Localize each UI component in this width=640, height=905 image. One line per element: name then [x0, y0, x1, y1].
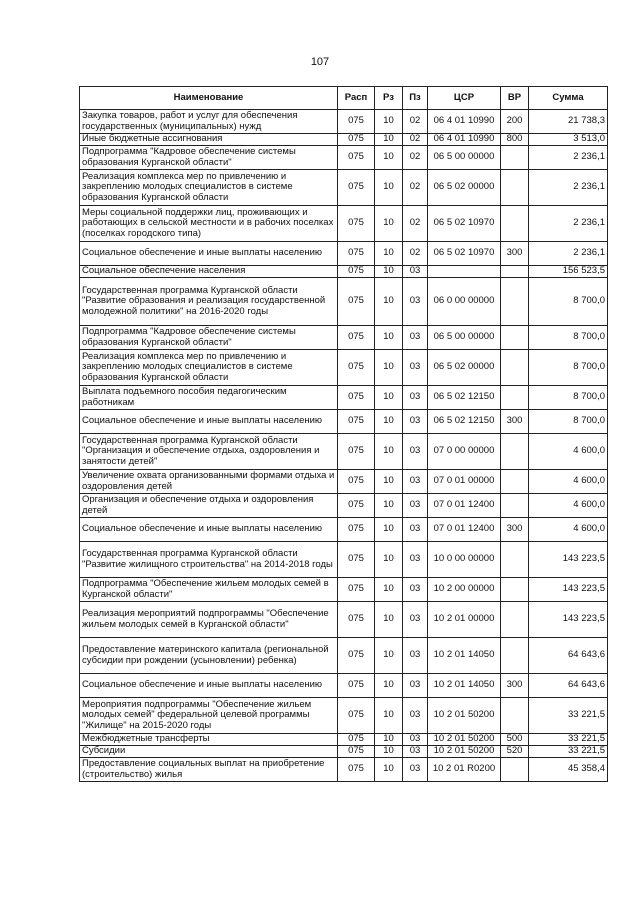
cell-rasp: 075	[338, 470, 375, 494]
cell-csr: 10 2 01 50200	[428, 746, 501, 758]
cell-rasp: 075	[338, 638, 375, 674]
cell-name: Меры социальной поддержки лиц, проживающих и работающих в сельской местности и в рабочих поселках (поселках городского типа)	[80, 206, 338, 242]
cell-vr	[501, 494, 529, 518]
cell-rasp: 075	[338, 758, 375, 782]
cell-sum: 143 223,5	[529, 542, 608, 578]
cell-vr: 300	[501, 410, 529, 434]
table-body	[80, 110, 608, 782]
cell-pz: 03	[403, 326, 428, 350]
cell-name: Реализация комплекса мер по привлечению и закреплению молодых специалистов в системе образования Курганской области	[80, 170, 338, 206]
cell-rasp: 075	[338, 134, 375, 146]
cell-vr	[501, 266, 529, 278]
cell-sum: 64 643,6	[529, 674, 608, 698]
cell-name: Субсидии	[80, 746, 338, 758]
header-sum: Сумма	[529, 87, 608, 110]
cell-sum: 2 236,1	[529, 206, 608, 242]
table-row	[80, 110, 608, 134]
table-row	[80, 326, 608, 350]
cell-csr: 10 2 01 R0200	[428, 758, 501, 782]
cell-csr: 06 0 00 00000	[428, 278, 501, 326]
table-row	[80, 470, 608, 494]
cell-name: Выплата подъемного пособия педагогическим работникам	[80, 386, 338, 410]
cell-vr	[501, 326, 529, 350]
cell-csr: 06 5 02 10970	[428, 206, 501, 242]
cell-rasp: 075	[338, 434, 375, 470]
cell-name: Социальное обеспечение и иные выплаты населению	[80, 674, 338, 698]
cell-rz: 10	[375, 134, 403, 146]
cell-name: Социальное обеспечение и иные выплаты населению	[80, 242, 338, 266]
cell-vr	[501, 386, 529, 410]
cell-vr	[501, 758, 529, 782]
cell-name: Социальное обеспечение и иные выплаты населению	[80, 410, 338, 434]
cell-csr: 07 0 01 12400	[428, 494, 501, 518]
cell-vr: 300	[501, 674, 529, 698]
cell-rz: 10	[375, 410, 403, 434]
cell-sum: 4 600,0	[529, 434, 608, 470]
cell-pz: 03	[403, 746, 428, 758]
cell-rz: 10	[375, 518, 403, 542]
cell-pz: 03	[403, 602, 428, 638]
header-name: Наименование	[80, 87, 338, 110]
cell-rz: 10	[375, 470, 403, 494]
cell-pz: 03	[403, 350, 428, 386]
cell-rasp: 075	[338, 110, 375, 134]
cell-rz: 10	[375, 146, 403, 170]
cell-vr	[501, 638, 529, 674]
cell-pz: 03	[403, 578, 428, 602]
cell-rasp: 075	[338, 266, 375, 278]
cell-sum: 8 700,0	[529, 386, 608, 410]
cell-rasp: 075	[338, 350, 375, 386]
cell-rz: 10	[375, 638, 403, 674]
cell-sum: 8 700,0	[529, 278, 608, 326]
cell-name: Предоставление материнского капитала (региональной субсидии при рождении (усыновлении) ребенка)	[80, 638, 338, 674]
cell-pz: 03	[403, 410, 428, 434]
cell-rz: 10	[375, 494, 403, 518]
cell-name: Реализация мероприятий подпрограммы "Обеспечение жильем молодых семей в Курганской области"	[80, 602, 338, 638]
cell-rz: 10	[375, 578, 403, 602]
cell-pz: 03	[403, 494, 428, 518]
cell-rasp: 075	[338, 542, 375, 578]
cell-rasp: 075	[338, 206, 375, 242]
cell-rz: 10	[375, 386, 403, 410]
table-row	[80, 578, 608, 602]
cell-rasp: 075	[338, 494, 375, 518]
cell-rz: 10	[375, 542, 403, 578]
cell-rasp: 075	[338, 146, 375, 170]
cell-name: Подпрограмма "Кадровое обеспечение системы образования Курганской области"	[80, 326, 338, 350]
cell-vr: 520	[501, 746, 529, 758]
cell-name: Мероприятия подпрограммы "Обеспечение жильем молодых семей" федеральной целевой программы "Жилище" на 2015-2020 годы	[80, 698, 338, 734]
header-pz: Пз	[403, 87, 428, 110]
table-row	[80, 602, 608, 638]
cell-pz: 03	[403, 674, 428, 698]
table-row	[80, 134, 608, 146]
cell-sum: 3 513,0	[529, 134, 608, 146]
cell-rz: 10	[375, 434, 403, 470]
cell-name: Подпрограмма "Кадровое обеспечение системы образования Курганской области"	[80, 146, 338, 170]
header-rasp: Расп	[338, 87, 375, 110]
table-row	[80, 266, 608, 278]
cell-csr: 07 0 01 00000	[428, 470, 501, 494]
table-row	[80, 146, 608, 170]
cell-csr: 06 5 02 12150	[428, 410, 501, 434]
cell-csr: 10 2 00 00000	[428, 578, 501, 602]
cell-csr: 10 2 01 14050	[428, 674, 501, 698]
cell-rz: 10	[375, 746, 403, 758]
table-row	[80, 758, 608, 782]
cell-rasp: 075	[338, 674, 375, 698]
cell-rz: 10	[375, 698, 403, 734]
table-row	[80, 734, 608, 746]
cell-sum: 2 236,1	[529, 170, 608, 206]
cell-pz: 02	[403, 134, 428, 146]
cell-csr: 10 2 01 50200	[428, 698, 501, 734]
header-vr: ВР	[501, 87, 529, 110]
cell-csr: 06 5 02 10970	[428, 242, 501, 266]
cell-rasp: 075	[338, 518, 375, 542]
cell-name: Организация и обеспечение отдыха и оздоровления детей	[80, 494, 338, 518]
cell-rz: 10	[375, 602, 403, 638]
cell-vr: 300	[501, 242, 529, 266]
cell-rz: 10	[375, 242, 403, 266]
cell-csr: 06 4 01 10990	[428, 110, 501, 134]
cell-csr: 07 0 00 00000	[428, 434, 501, 470]
cell-pz: 03	[403, 386, 428, 410]
cell-rz: 10	[375, 278, 403, 326]
cell-sum: 156 523,5	[529, 266, 608, 278]
cell-csr: 06 5 00 00000	[428, 326, 501, 350]
cell-pz: 02	[403, 170, 428, 206]
cell-sum: 143 223,5	[529, 602, 608, 638]
cell-rz: 10	[375, 266, 403, 278]
cell-name: Подпрограмма "Обеспечение жильем молодых семей в Курганской области"	[80, 578, 338, 602]
cell-pz: 03	[403, 542, 428, 578]
table-row	[80, 542, 608, 578]
cell-sum: 2 236,1	[529, 242, 608, 266]
table-row	[80, 242, 608, 266]
cell-csr: 10 2 01 14050	[428, 638, 501, 674]
cell-name: Реализация комплекса мер по привлечению и закреплению молодых специалистов в системе образования Курганской области	[80, 350, 338, 386]
cell-pz: 02	[403, 110, 428, 134]
cell-vr	[501, 578, 529, 602]
budget-table	[79, 86, 608, 782]
table-row	[80, 518, 608, 542]
cell-pz: 03	[403, 266, 428, 278]
cell-vr	[501, 602, 529, 638]
cell-rz: 10	[375, 734, 403, 746]
table-row	[80, 638, 608, 674]
cell-pz: 03	[403, 698, 428, 734]
cell-csr: 06 5 02 00000	[428, 350, 501, 386]
cell-csr: 06 5 00 00000	[428, 146, 501, 170]
cell-csr: 07 0 01 12400	[428, 518, 501, 542]
cell-rasp: 075	[338, 410, 375, 434]
table-row	[80, 746, 608, 758]
cell-rasp: 075	[338, 170, 375, 206]
cell-name: Социальное обеспечение и иные выплаты населению	[80, 518, 338, 542]
cell-rasp: 075	[338, 242, 375, 266]
cell-rasp: 075	[338, 278, 375, 326]
table-row	[80, 278, 608, 326]
cell-sum: 8 700,0	[529, 350, 608, 386]
cell-csr: 10 0 00 00000	[428, 542, 501, 578]
cell-vr: 500	[501, 734, 529, 746]
cell-rz: 10	[375, 110, 403, 134]
cell-pz: 03	[403, 518, 428, 542]
table-row	[80, 410, 608, 434]
cell-name: Увеличение охвата организованными формами отдыха и оздоровления детей	[80, 470, 338, 494]
cell-vr	[501, 542, 529, 578]
cell-pz: 03	[403, 638, 428, 674]
cell-rz: 10	[375, 326, 403, 350]
cell-pz: 03	[403, 758, 428, 782]
cell-vr	[501, 278, 529, 326]
cell-name: Государственная программа Курганской области "Развитие жилищного строительства" на 2014-2018 годы	[80, 542, 338, 578]
cell-sum: 64 643,6	[529, 638, 608, 674]
cell-pz: 03	[403, 470, 428, 494]
table-row	[80, 206, 608, 242]
cell-sum: 21 738,3	[529, 110, 608, 134]
cell-vr: 800	[501, 134, 529, 146]
cell-name: Межбюджетные трансферты	[80, 734, 338, 746]
cell-pz: 03	[403, 434, 428, 470]
cell-name: Государственная программа Курганской области "Организация и обеспечение отдыха, оздоровления и занятости детей"	[80, 434, 338, 470]
cell-name: Предоставление социальных выплат на приобретение (строительство) жилья	[80, 758, 338, 782]
cell-vr	[501, 350, 529, 386]
cell-sum: 33 221,5	[529, 746, 608, 758]
cell-rasp: 075	[338, 326, 375, 350]
cell-rasp: 075	[338, 578, 375, 602]
cell-sum: 33 221,5	[529, 734, 608, 746]
cell-rz: 10	[375, 674, 403, 698]
table-row	[80, 674, 608, 698]
cell-rz: 10	[375, 350, 403, 386]
cell-rasp: 075	[338, 746, 375, 758]
cell-vr	[501, 698, 529, 734]
table-row	[80, 386, 608, 410]
table-row	[80, 170, 608, 206]
cell-rasp: 075	[338, 698, 375, 734]
cell-sum: 4 600,0	[529, 518, 608, 542]
table-row	[80, 434, 608, 470]
page-number: 107	[310, 56, 330, 68]
cell-rz: 10	[375, 206, 403, 242]
cell-sum: 4 600,0	[529, 494, 608, 518]
cell-csr: 10 2 01 50200	[428, 734, 501, 746]
cell-pz: 03	[403, 734, 428, 746]
cell-rz: 10	[375, 170, 403, 206]
cell-name: Закупка товаров, работ и услуг для обеспечения государственных (муниципальных) нужд	[80, 110, 338, 134]
cell-name: Социальное обеспечение населения	[80, 266, 338, 278]
cell-vr	[501, 170, 529, 206]
cell-sum: 33 221,5	[529, 698, 608, 734]
cell-rasp: 075	[338, 734, 375, 746]
cell-pz: 03	[403, 278, 428, 326]
cell-csr: 06 5 02 00000	[428, 170, 501, 206]
cell-vr	[501, 146, 529, 170]
cell-sum: 45 358,4	[529, 758, 608, 782]
cell-csr: 06 4 01 10990	[428, 134, 501, 146]
cell-pz: 02	[403, 242, 428, 266]
cell-name: Государственная программа Курганской области "Развитие образования и реализация государственной молодежной политики" на 2016-2020 годы	[80, 278, 338, 326]
cell-name: Иные бюджетные ассигнования	[80, 134, 338, 146]
cell-vr: 200	[501, 110, 529, 134]
cell-rasp: 075	[338, 386, 375, 410]
cell-vr	[501, 434, 529, 470]
cell-csr: 10 2 01 00000	[428, 602, 501, 638]
cell-sum: 143 223,5	[529, 578, 608, 602]
cell-vr	[501, 206, 529, 242]
cell-pz: 02	[403, 146, 428, 170]
cell-sum: 4 600,0	[529, 470, 608, 494]
cell-vr	[501, 470, 529, 494]
cell-sum: 2 236,1	[529, 146, 608, 170]
cell-vr: 300	[501, 518, 529, 542]
cell-rz: 10	[375, 758, 403, 782]
cell-csr: 06 5 02 12150	[428, 386, 501, 410]
table-header-row	[80, 87, 608, 110]
table-row	[80, 698, 608, 734]
table-row	[80, 494, 608, 518]
header-rz: Рз	[375, 87, 403, 110]
header-csr: ЦСР	[428, 87, 501, 110]
cell-sum: 8 700,0	[529, 326, 608, 350]
cell-rasp: 075	[338, 602, 375, 638]
cell-csr	[428, 266, 501, 278]
table-row	[80, 350, 608, 386]
cell-sum: 8 700,0	[529, 410, 608, 434]
cell-pz: 02	[403, 206, 428, 242]
